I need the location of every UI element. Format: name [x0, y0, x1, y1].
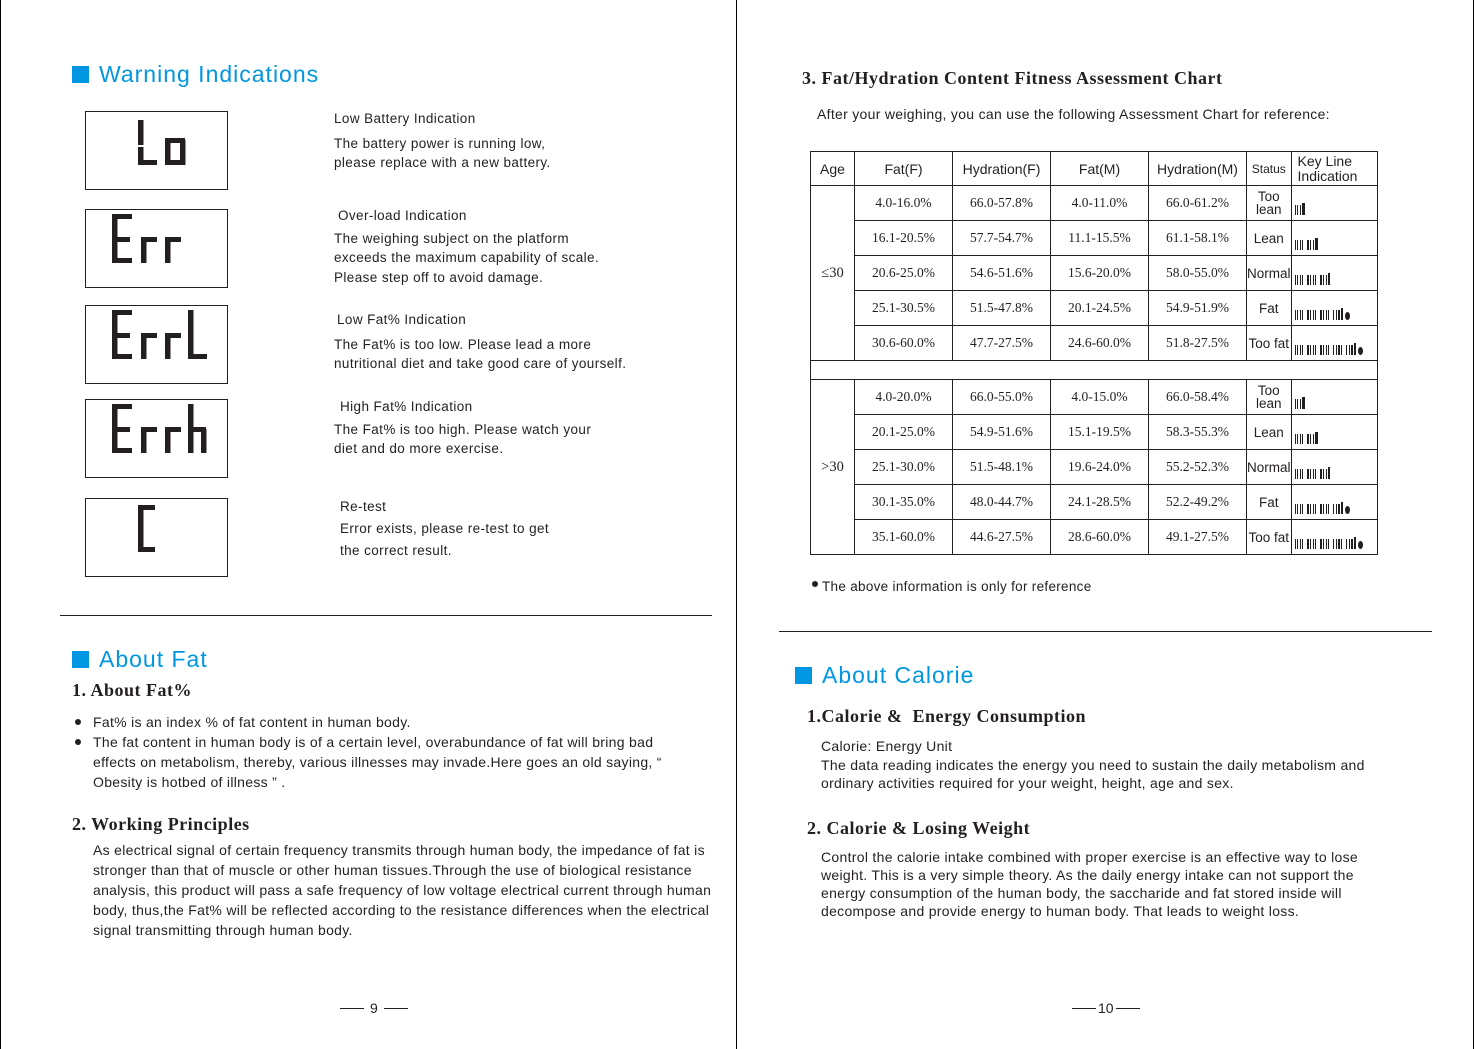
lcd-errl	[85, 305, 228, 384]
value-cell: 4.0-20.0%	[855, 380, 953, 415]
warning-line: The battery power is running low,	[334, 135, 546, 151]
key-line-indicator	[1295, 531, 1363, 542]
warning-item-lo	[334, 109, 551, 173]
key-line-indicator	[1295, 337, 1363, 348]
status-cell: Normal	[1247, 256, 1292, 291]
table-header-row	[811, 152, 1378, 186]
page-divider	[736, 0, 737, 1049]
chart-intro: After your weighing, you can use the following Assessment Chart for reference:	[817, 106, 1330, 122]
key-line-indicator	[1295, 496, 1350, 507]
status-cell: Lean	[1247, 221, 1292, 256]
warning-line: The weighing subject on the platform	[334, 230, 570, 246]
chart-heading: 3. Fat/Hydration Content Fitness Assessment Chart	[802, 68, 1223, 88]
table-row	[811, 450, 1378, 485]
chart-note	[812, 577, 1092, 597]
lcd-errh	[85, 399, 228, 478]
blue-square-icon	[72, 66, 89, 83]
table-row	[811, 380, 1378, 415]
warning-line: Error exists, please re-test to get	[340, 521, 550, 536]
key-line-cell	[1291, 326, 1377, 361]
value-cell: 20.6-25.0%	[855, 256, 953, 291]
value-cell: 61.1-58.1%	[1149, 221, 1247, 256]
table-row	[811, 186, 1378, 221]
warning-heading	[72, 61, 319, 88]
value-cell: 20.1-25.0%	[855, 415, 953, 450]
about-fat-heading	[72, 646, 208, 673]
assessment-table	[810, 151, 1378, 555]
key-line-cell	[1291, 380, 1377, 415]
table-row	[811, 221, 1378, 256]
key-line-indicator	[1295, 232, 1319, 243]
header-status: Status	[1247, 152, 1292, 186]
warning-title: Low Fat% Indication	[337, 312, 467, 327]
header-fat-f: Fat(F)	[855, 152, 953, 186]
value-cell: 35.1-60.0%	[855, 520, 953, 555]
list-item: Fat% is an index % of fat content in human body.	[72, 712, 692, 732]
value-cell: 28.6-60.0%	[1051, 520, 1149, 555]
warning-line: diet and do more exercise.	[334, 441, 504, 456]
page-number-left	[334, 1000, 414, 1016]
blue-square-icon	[72, 651, 89, 668]
calorie-weight-text: Control the calorie intake combined with proper exercise is an effective way to lose weight. This is a very simple theory. As the daily energy intake can not support the energy consumption of the human body, the saccharide and fat stored inside will decompose and provide energy to human body. That leads to weight loss.	[821, 849, 1358, 919]
value-cell: 25.1-30.0%	[855, 450, 953, 485]
value-cell: 30.1-35.0%	[855, 485, 953, 520]
value-cell: 4.0-11.0%	[1051, 186, 1149, 221]
calorie-energy-subheading: 1.Calorie & Energy Consumption	[807, 706, 1087, 726]
blue-square-icon	[795, 667, 812, 684]
paragraph-line: Calorie: Energy Unit	[821, 738, 953, 754]
value-cell: 66.0-61.2%	[1149, 186, 1247, 221]
value-cell: 25.1-30.5%	[855, 291, 953, 326]
about-fat-heading-text: About Fat	[99, 646, 208, 672]
table-row	[811, 256, 1378, 291]
value-cell: 51.5-47.8%	[953, 291, 1051, 326]
value-cell: 19.6-24.0%	[1051, 450, 1149, 485]
value-cell: 16.1-20.5%	[855, 221, 953, 256]
value-cell: 54.6-51.6%	[953, 256, 1051, 291]
value-cell: 4.0-15.0%	[1051, 380, 1149, 415]
table-row	[811, 326, 1378, 361]
key-line-indicator	[1295, 267, 1332, 278]
age-cell: ≤30	[811, 186, 855, 361]
list-item: The fat content in human body is of a certain level, overabundance of fat will bring bad effects on metabolism, thereby, various illnesses may invade.Here goes an old saying, “ Obesity is hotbed of illness ” .	[72, 732, 692, 792]
working-principles-subheading: 2. Working Principles	[72, 814, 250, 834]
warning-title: Re-test	[340, 499, 387, 514]
table-row	[811, 415, 1378, 450]
key-line-cell	[1291, 520, 1377, 555]
key-line-cell	[1291, 256, 1377, 291]
key-line-cell	[1291, 450, 1377, 485]
value-cell: 58.0-55.0%	[1149, 256, 1247, 291]
page-number-right	[1066, 1000, 1146, 1016]
warning-item-errl	[334, 310, 626, 374]
key-line-indicator	[1295, 461, 1332, 472]
value-cell: 66.0-58.4%	[1149, 380, 1247, 415]
lcd-err	[85, 209, 228, 288]
key-line-indicator	[1295, 197, 1307, 208]
warning-line: The Fat% is too high. Please watch your	[334, 421, 592, 437]
about-fat-subheading: 1. About Fat%	[72, 680, 193, 700]
chart-note-text: The above information is only for reference	[822, 579, 1092, 594]
page-edge-left	[0, 0, 1, 1049]
value-cell: 66.0-55.0%	[953, 380, 1051, 415]
header-hydration-f: Hydration(F)	[953, 152, 1051, 186]
lcd-lo	[85, 111, 228, 190]
value-cell: 47.7-27.5%	[953, 326, 1051, 361]
warning-line: Please step off to avoid damage.	[334, 269, 544, 285]
header-age: Age	[811, 152, 855, 186]
bullet-icon	[812, 581, 818, 587]
status-cell: Too fat	[1247, 520, 1292, 555]
value-cell: 11.1-15.5%	[1051, 221, 1149, 256]
key-line-cell	[1291, 485, 1377, 520]
warning-line: please replace with a new battery.	[334, 155, 551, 170]
page-number: 10	[1098, 1000, 1114, 1016]
page-number: 9	[370, 1000, 378, 1016]
value-cell: 15.1-19.5%	[1051, 415, 1149, 450]
value-cell: 24.6-60.0%	[1051, 326, 1149, 361]
table-row	[811, 485, 1378, 520]
value-cell: 30.6-60.0%	[855, 326, 953, 361]
warning-title: High Fat% Indication	[340, 399, 473, 414]
value-cell: 51.5-48.1%	[953, 450, 1051, 485]
key-line-cell	[1291, 221, 1377, 256]
paragraph-line: ordinary activities required for your weight, height, age and sex.	[821, 775, 1234, 791]
warning-title: Over-load Indication	[338, 208, 467, 223]
value-cell: 66.0-57.8%	[953, 186, 1051, 221]
key-line-cell	[1291, 415, 1377, 450]
value-cell: 52.2-49.2%	[1149, 485, 1247, 520]
status-cell: Too lean	[1247, 380, 1292, 415]
key-line-indicator	[1295, 391, 1307, 402]
header-fat-m: Fat(M)	[1051, 152, 1149, 186]
calorie-weight-subheading: 2. Calorie & Losing Weight	[807, 818, 1031, 838]
value-cell: 49.1-27.5%	[1149, 520, 1247, 555]
key-line-indicator	[1295, 302, 1350, 313]
warning-heading-text: Warning Indications	[99, 61, 320, 87]
warning-line: exceeds the maximum capability of scale.	[334, 250, 600, 265]
value-cell: 57.7-54.7%	[953, 221, 1051, 256]
status-cell: Too fat	[1247, 326, 1292, 361]
value-cell: 54.9-51.9%	[1149, 291, 1247, 326]
warning-line: the correct result.	[340, 543, 452, 558]
value-cell: 58.3-55.3%	[1149, 415, 1247, 450]
lcd-c	[85, 498, 228, 577]
status-cell: Fat	[1247, 291, 1292, 326]
header-key-line: Key Line Indication	[1291, 152, 1377, 186]
working-principles-text: As electrical signal of certain frequency transmits through human body, the impedance of fat is stronger than that of muscle or other human tissues.Through the use of biological resistance analysis, this product will pass a safe frequency of low voltage electrical current through human body, thus,the Fat% will be reflected according to the resistance differences when the electrical signal transmitting through human body.	[93, 842, 712, 938]
status-cell: Too lean	[1247, 186, 1292, 221]
calorie-energy-text	[821, 737, 1365, 793]
about-calorie-heading	[795, 662, 974, 689]
status-cell: Lean	[1247, 415, 1292, 450]
value-cell: 48.0-44.7%	[953, 485, 1051, 520]
age-cell: >30	[811, 380, 855, 555]
table-separator-row	[811, 361, 1378, 380]
paragraph-line: The data reading indicates the energy you need to sustain the daily metabolism and	[821, 756, 1365, 773]
about-calorie-heading-text: About Calorie	[822, 662, 975, 688]
table-row	[811, 520, 1378, 555]
warning-title: Low Battery Indication	[334, 111, 476, 126]
key-line-indicator	[1295, 426, 1319, 437]
key-line-cell	[1291, 186, 1377, 221]
value-cell: 4.0-16.0%	[855, 186, 953, 221]
value-cell: 15.6-20.0%	[1051, 256, 1149, 291]
header-hydration-m: Hydration(M)	[1149, 152, 1247, 186]
about-fat-bullets	[72, 712, 692, 792]
value-cell: 54.9-51.6%	[953, 415, 1051, 450]
warning-line: The Fat% is too low. Please lead a more	[334, 336, 592, 352]
value-cell: 44.6-27.5%	[953, 520, 1051, 555]
value-cell: 24.1-28.5%	[1051, 485, 1149, 520]
right-separator	[779, 631, 1432, 632]
status-cell: Fat	[1247, 485, 1292, 520]
warning-line: nutritional diet and take good care of yourself.	[334, 356, 627, 371]
left-separator	[60, 615, 712, 616]
value-cell: 55.2-52.3%	[1149, 450, 1247, 485]
table-row	[811, 291, 1378, 326]
status-cell: Normal	[1247, 450, 1292, 485]
warning-item-err	[334, 206, 599, 287]
value-cell: 20.1-24.5%	[1051, 291, 1149, 326]
warning-item-errh	[334, 397, 591, 459]
warning-item-c	[340, 496, 549, 562]
key-line-cell	[1291, 291, 1377, 326]
value-cell: 51.8-27.5%	[1149, 326, 1247, 361]
